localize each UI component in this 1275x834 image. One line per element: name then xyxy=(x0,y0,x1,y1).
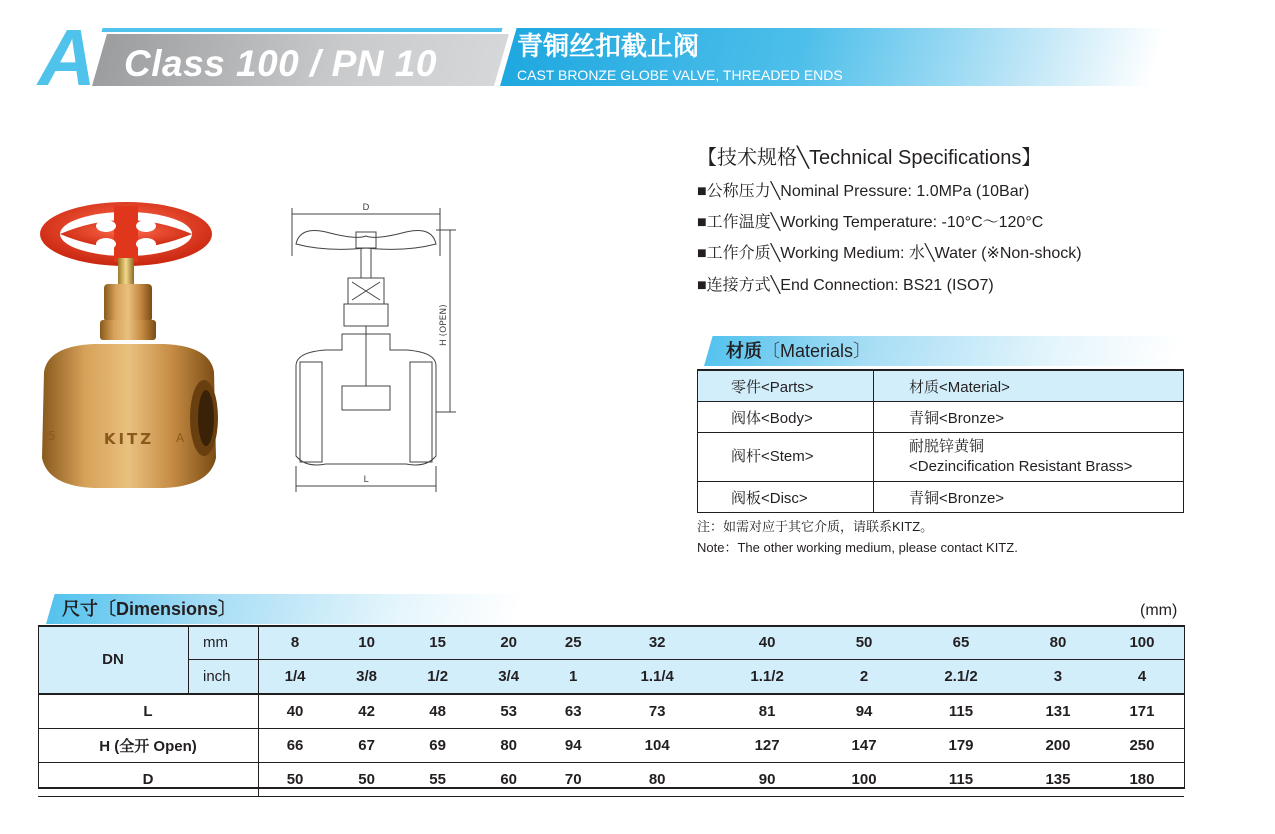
materials-header-parts: 零件<Parts> xyxy=(698,370,874,402)
spec-working-temperature: ■工作温度╲Working Temperature: -10°C～120°C xyxy=(697,214,1044,231)
header-accent-stripe xyxy=(101,28,502,32)
title-english: CAST BRONZE GLOBE VALVE, THREADED ENDS xyxy=(517,67,843,83)
spec-working-medium: ■工作介质╲Working Medium: 水╲Water (※Non-shock) xyxy=(697,245,1082,262)
mm-label: mm xyxy=(189,626,259,660)
inch-label: inch xyxy=(189,660,259,695)
svg-text:A: A xyxy=(176,431,185,445)
section-letter: A xyxy=(38,13,96,102)
materials-table xyxy=(697,369,1184,513)
dimensions-row-mm: DN mm 8 10 15 20 25 32 40 50 65 80 100 xyxy=(38,626,1184,660)
dimensions-unit: (mm) xyxy=(1140,602,1178,619)
valve-photo xyxy=(34,196,224,496)
materials-header-material: 材质<Material> xyxy=(874,370,1184,402)
dn-label: DN xyxy=(38,626,189,694)
dim-h-label: H (OPEN) xyxy=(439,304,449,346)
materials-header-row xyxy=(698,370,1184,402)
brand-mark: KITZ xyxy=(103,430,155,448)
dim-d-label: D xyxy=(362,203,370,213)
dimensions-row-l: L 40 42 48 53 63 73 81 94 115 131 171 xyxy=(38,694,1184,729)
materials-row-disc: 阀板<Disc> 青铜<Bronze> xyxy=(698,482,1184,513)
dimensions-row-d: D 50 50 55 60 70 80 90 100 115 135 180 xyxy=(38,763,1184,797)
dimensions-title: 尺寸〔Dimensions〕 xyxy=(62,599,237,619)
spec-nominal-pressure: ■公称压力╲Nominal Pressure: 1.0MPa (10Bar) xyxy=(697,183,1030,200)
spec-end-connection: ■连接方式╲End Connection: BS21 (ISO7) xyxy=(697,277,994,294)
dimensions-table xyxy=(38,626,1184,797)
handwheel-icon xyxy=(40,202,212,266)
valve-technical-drawing xyxy=(286,196,466,496)
specs-title: 【技术规格╲Technical Specifications】 xyxy=(697,147,1042,169)
dimensions-row-h: H (全开 Open) 66 67 69 80 94 104 127 147 179 200 250 xyxy=(38,729,1184,763)
svg-text:5: 5 xyxy=(48,429,56,443)
materials-title: 材质〔Materials〕 xyxy=(726,341,872,361)
class-label: Class 100 / PN 10 xyxy=(124,43,437,84)
dimensions-row-inch: inch 1/4 3/8 1/2 3/4 1 1.1/4 1.1/2 2 2.1/2 3 4 xyxy=(38,660,1184,695)
materials-row-body: 阀体<Body> 青铜<Bronze> xyxy=(698,402,1184,433)
materials-note-en: Note：The other working medium, please contact KITZ. xyxy=(697,540,1018,555)
dim-l-label: L xyxy=(363,475,369,485)
materials-row-stem: 阀杆<Stem> 耐脱锌黄铜 <Dezincification Resistant Brass> xyxy=(698,433,1184,482)
materials-note-zh: 注：如需对应于其它介质，请联系KITZ。 xyxy=(697,519,934,534)
title-chinese: 青铜丝扣截止阀 xyxy=(517,31,700,61)
